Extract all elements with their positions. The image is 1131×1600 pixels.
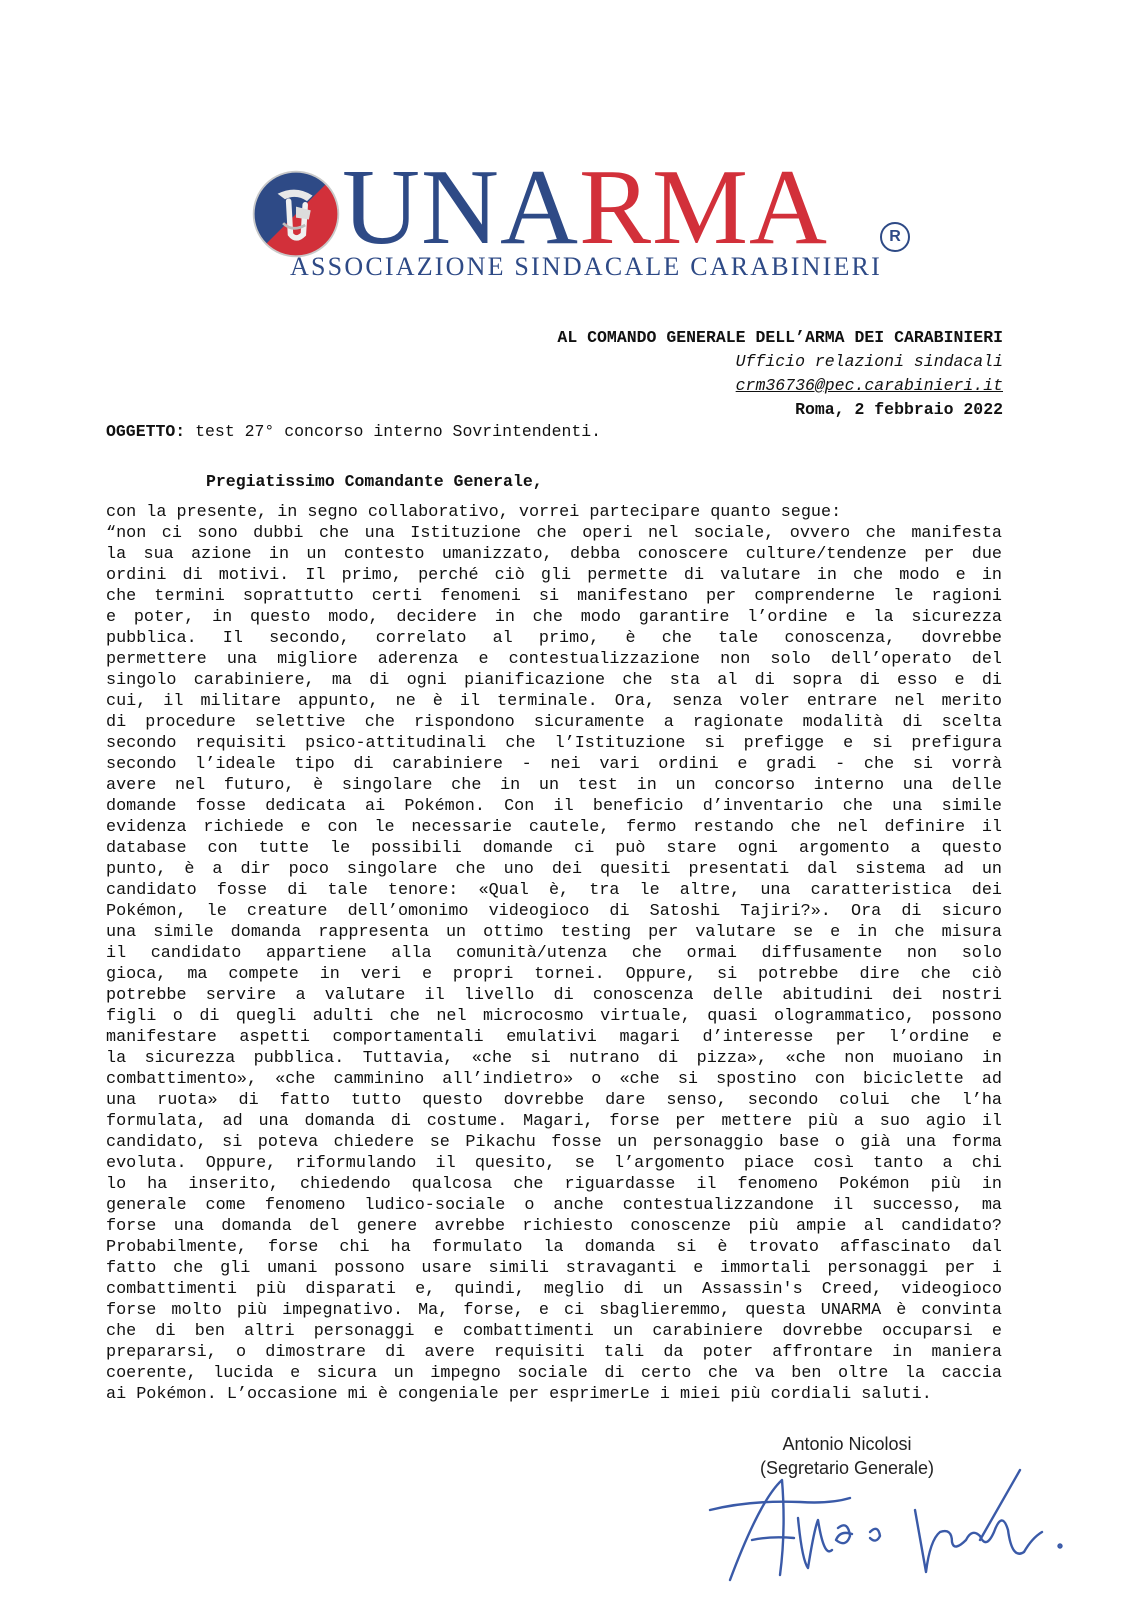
handwritten-signature [690, 1440, 1090, 1590]
body-line: punto, è a dir poco singolare che uno dei quesiti presentati dal sistema ad un [106, 860, 1002, 879]
registered-trademark-icon: R [880, 222, 910, 252]
body-line: secondo requisiti psico-attitudinali che l’Istituzione si prefigge e si prefigura [106, 734, 1002, 753]
addressee-block [557, 326, 1003, 422]
signer-role: (Segretario Generale) [759, 1458, 935, 1478]
body-line: il candidato appartiene alla comunità/utenza che ormai diffusamente non solo [106, 944, 1002, 963]
body-line: candidato, si poteva chiedere se Pikachu fosse un personaggio base o già una forma [106, 1133, 1002, 1152]
body-line: una ruota» di fatto tutto questo dovrebbe dare senso, secondo colui che l’ha [106, 1091, 1002, 1110]
body-line: combattimenti più disparati e, quindi, meglio di un Assassin's Creed, videogioco [106, 1280, 1002, 1299]
body-line: generale come fenomeno ludico-sociale o anche contestualizzandone il successo, ma [106, 1196, 1002, 1215]
body-line: secondo l’ideale tipo di carabiniere - nei vari ordini e gradi - che si vorrà [106, 755, 1002, 774]
brand-wordmark-blue: UNA [342, 148, 579, 267]
body-line: ai Pokémon. L’occasione mi è congeniale per esprimerLe i miei più cordiali saluti. [106, 1385, 932, 1404]
body-line: lo ha inserito, chiedendo qualcosa che riguardasse il fenomeno Pokémon più in [106, 1175, 1002, 1194]
body-line: figli o di quegli adulti che nel microcosmo virtuale, quasi ologrammatico, possono [106, 1007, 1002, 1026]
salutation: Pregiatissimo Comandante Generale, [206, 472, 543, 491]
body-line: prepararsi, o dimostrare di avere requisiti tali da poter affrontare in maniera [106, 1343, 1002, 1362]
letter-body [106, 502, 1002, 1405]
body-line: fatto che gli umani possono usare simili stravaganti e immortali personaggi per i [106, 1259, 1002, 1278]
body-line: Probabilmente, forse chi ha formulato la domanda si è trovato affascinato dal [106, 1238, 1002, 1257]
body-line: la sicurezza pubblica. Tuttavia, «che si nutrano di pizza», «che non muoiano in [106, 1049, 1002, 1068]
body-line: con la presente, in segno collaborativo, vorrei partecipare quanto segue: [106, 503, 842, 522]
body-line: ordini di motivi. Il primo, perché ciò gli permette di valutare in che modo e in [106, 566, 1002, 585]
body-line: pubblica. Il secondo, correlato al primo, è che tale conoscenza, dovrebbe [106, 629, 1002, 648]
body-line: avere nel futuro, è singolare che in un test in un concorso interno una delle [106, 776, 1002, 795]
place-date: Roma, 2 febbraio 2022 [795, 400, 1003, 419]
body-line: formulata, ad una domanda di costume. Magari, forse per mettere più a suo agio il [106, 1112, 1002, 1131]
body-line: che termini soprattutto certi fenomeni si manifestano per comprenderne le ragioni [106, 587, 1002, 606]
body-line: “non ci sono dubbi che una Istituzione che operi nel sociale, ovvero che manifesta [106, 524, 1002, 543]
body-line: gioca, ma compete in veri e propri tornei. Oppure, si potrebbe dire che ciò [106, 965, 1002, 984]
brand-subtitle: ASSOCIAZIONE SINDACALE CARABINIERI [290, 252, 882, 281]
body-line: permettere una migliore aderenza e contestualizzazione non solo dell’operato del [106, 650, 1002, 669]
body-line: candidato fosse di tale tenore: «Qual è, tra le altre, una caratteristica dei [106, 881, 1002, 900]
subject-label: OGGETTO: [106, 422, 186, 441]
body-line: combattimento», «che camminino all’indietro» o «che si spostino con biciclette ad [106, 1070, 1002, 1089]
body-line: forse molto più impegnativo. Ma, forse, e ci sbaglieremmo, questa UNARMA è convinta [106, 1301, 1002, 1320]
body-line: forse una domanda del genere avrebbe richiesto conoscenze più ampie al candidato? [106, 1217, 1002, 1236]
addressee-office: Ufficio relazioni sindacali [735, 352, 1003, 371]
body-line: una simile domanda rappresenta un ottimo testing per valutare se e in che misura [106, 923, 1002, 942]
body-line: la sua azione in un contesto umanizzato, debba conoscere culture/tendenze per due [106, 545, 1002, 564]
body-line: coerente, lucida e sicura un impegno sociale di certo che va ben oltre la caccia [106, 1364, 1002, 1383]
body-line: evidenza richiede e con le necessarie cautele, fermo restando che nel definire il [106, 818, 1002, 837]
unarma-logo [250, 148, 930, 290]
body-line: database con tutte le possibili domande ci può stare ogni argomento a questo [106, 839, 1002, 858]
body-line: che di ben altri personaggi e combattimenti un carabiniere dovrebbe occuparsi e [106, 1322, 1002, 1341]
body-line: manifestare aspetti comportamentali emulativi magari d’interesse per l’ordine e [106, 1028, 1002, 1047]
body-line: cui, il militare appunto, ne è il terminale. Ora, senza voler entrare nel merito [106, 692, 1002, 711]
body-line: e poter, in questo modo, decidere in che modo garantire l’ordine e la sicurezza [106, 608, 1002, 627]
body-line: di procedure selettive che rispondono sicuramente a ragionate modalità di scelta [106, 713, 1002, 732]
body-line: domande fosse dedicata ai Pokémon. Con il beneficio d’inventario che una simile [106, 797, 1002, 816]
unarma-emblem-icon [250, 168, 342, 260]
body-line: potrebbe servire a valutare il livello di conoscenza delle abitudini dei nostri [106, 986, 1002, 1005]
signer-name: Antonio Nicolosi [782, 1434, 912, 1454]
body-line: singolo carabiniere, ma di ogni pianificazione che sta al di sopra di esso e di [106, 671, 1002, 690]
brand-wordmark [342, 148, 829, 267]
addressee-email-link[interactable]: crm36736@pec.carabinieri.it [735, 376, 1003, 395]
subject-text: test 27° concorso interno Sovrintendenti. [185, 422, 602, 441]
addressee-title: AL COMANDO GENERALE DELL’ARMA DEI CARABINIERI [557, 328, 1003, 347]
body-line: evoluta. Oppure, riformulando il quesito, se l’argomento piace così tanto a chi [106, 1154, 1002, 1173]
subject-line [106, 420, 601, 444]
body-line: Pokémon, le creature dell’omonimo videogioco di Satoshi Tajiri?». Ora di sicuro [106, 902, 1002, 921]
brand-wordmark-red: RMA [578, 148, 829, 267]
